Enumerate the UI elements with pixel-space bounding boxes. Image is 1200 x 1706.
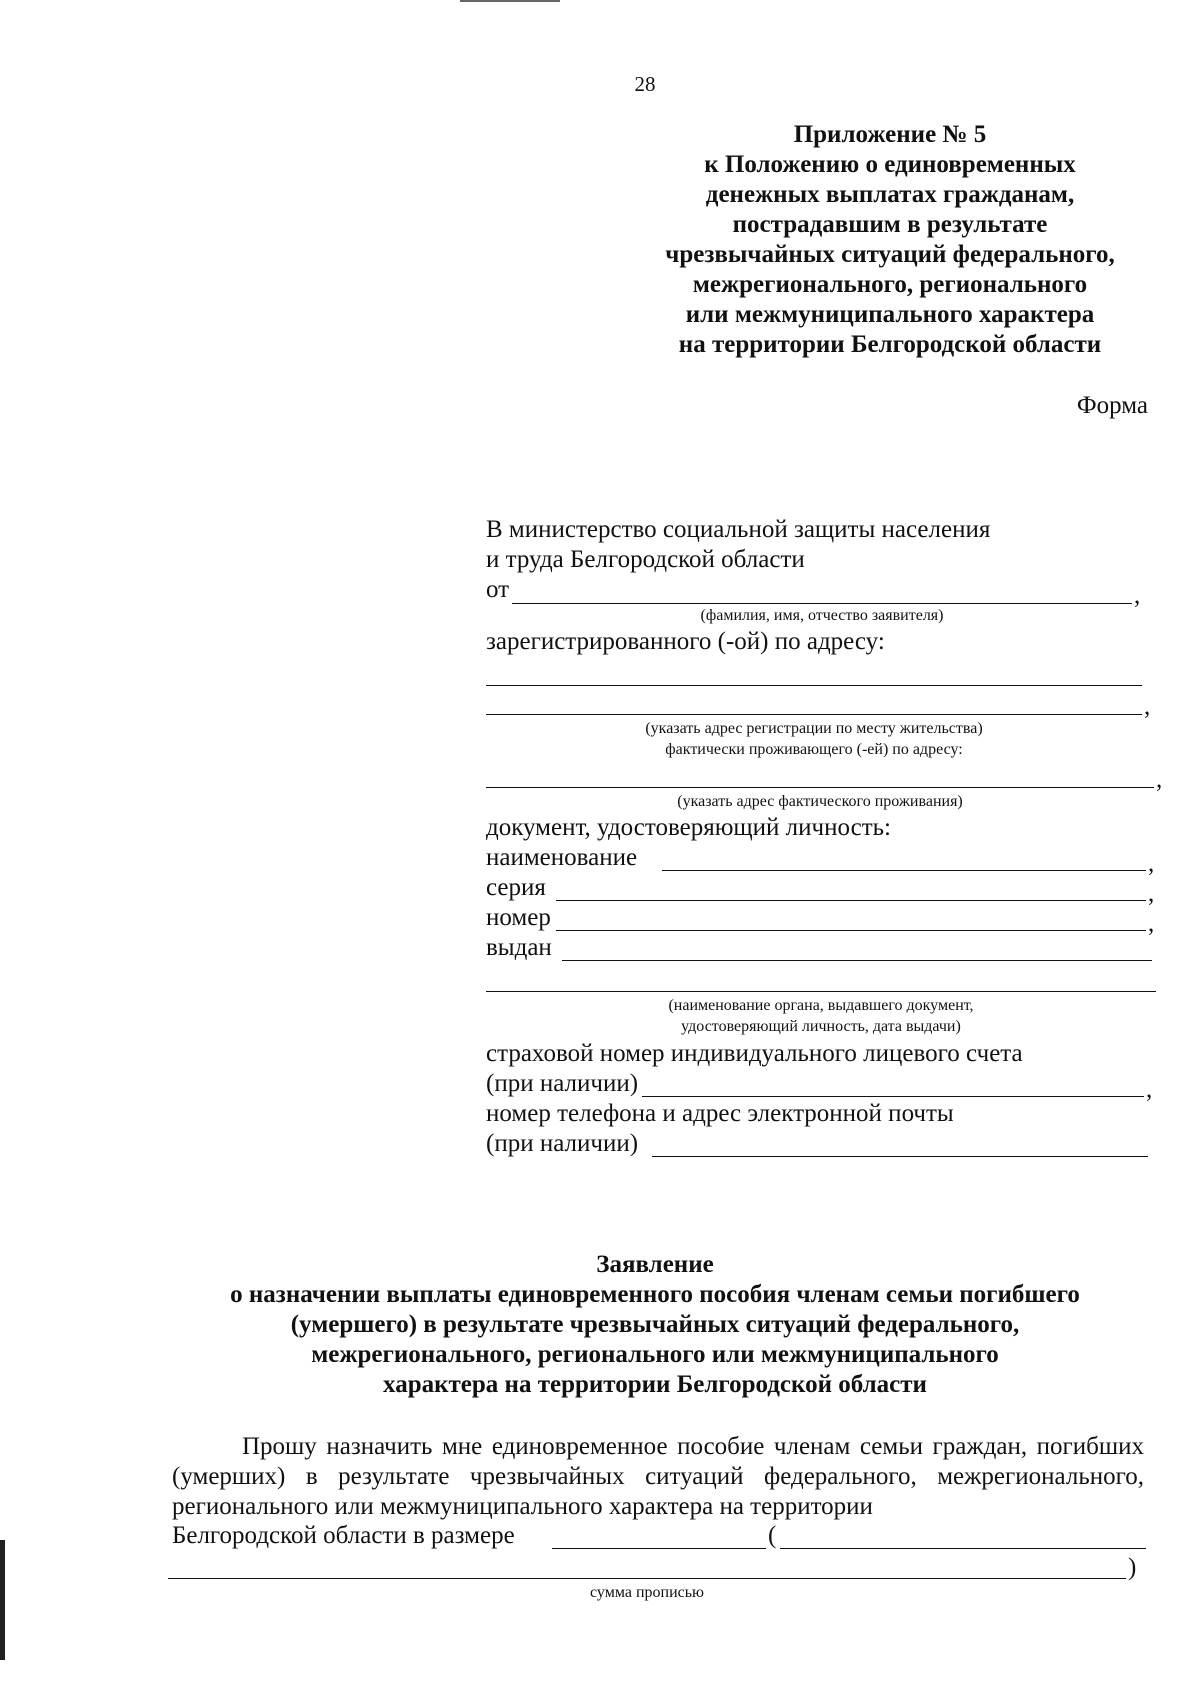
actual-address-field[interactable] <box>486 787 1154 788</box>
contact-label: номер телефона и адрес электронной почты <box>486 1100 954 1127</box>
id-document-label: документ, удостоверяющий личность: <box>486 814 891 841</box>
addressee-line-1: В министерство социальной защиты населения <box>486 516 991 543</box>
annex-line: межрегионального, регионального <box>692 271 1088 298</box>
snils-field[interactable] <box>642 1096 1144 1097</box>
registered-address-label: зарегистрированного (-ой) по адресу: <box>486 628 885 655</box>
contact-label-optional: (при наличии) <box>486 1130 639 1157</box>
comma: , <box>1134 582 1141 609</box>
statement-title-line: Заявление <box>596 1251 714 1278</box>
applicant-name-caption: (фамилия, имя, отчество заявителя) <box>700 607 944 624</box>
statement-title-line: межрегионального, регионального или межмуниципального <box>311 1341 999 1368</box>
actual-address-caption: (указать адрес фактического проживания) <box>677 793 963 810</box>
amount-words-field-2[interactable] <box>168 1578 1126 1579</box>
annex-line: пострадавшим в результате <box>732 211 1048 238</box>
registered-address-field-2[interactable] <box>486 714 1142 715</box>
comma: , <box>1144 693 1151 720</box>
doc-number-label: номер <box>486 904 551 931</box>
registered-address-field-1[interactable] <box>486 685 1142 686</box>
comma: , <box>1146 1076 1153 1103</box>
annex-line: денежных выплатах гражданам, <box>705 181 1075 208</box>
doc-issued-field-2[interactable] <box>486 991 1156 992</box>
doc-name-label: наименование <box>486 844 638 871</box>
doc-series-label: серия <box>486 874 546 901</box>
doc-issued-field-1[interactable] <box>562 960 1152 961</box>
annex-line: Приложение № 5 <box>793 121 987 148</box>
doc-issued-caption-1: (наименование органа, выдавшего документ, <box>668 997 974 1014</box>
form-label: Форма <box>1076 392 1148 419</box>
amount-digits-field[interactable] <box>552 1548 766 1549</box>
contact-field[interactable] <box>652 1156 1148 1157</box>
open-paren: ( <box>768 1522 777 1549</box>
actual-address-label: фактически проживающего (-ей) по адресу: <box>665 741 963 758</box>
registered-address-caption: (указать адрес регистрации по месту жительства) <box>645 720 983 737</box>
annex-line: или межмуниципального характера <box>685 301 1095 328</box>
statement-title-line: (умершего) в результате чрезвычайных ситуаций федерального, <box>290 1311 1020 1338</box>
close-paren: ) <box>1128 1554 1137 1581</box>
addressee-line-2: и труда Белгородской области <box>486 546 805 573</box>
annex-line: к Положению о единовременных <box>704 151 1076 178</box>
statement-body <box>172 1432 1144 1522</box>
doc-series-field[interactable] <box>556 900 1146 901</box>
statement-title-line: характера на территории Белгородской области <box>383 1371 927 1398</box>
from-label: от <box>486 576 510 603</box>
comma: , <box>1148 850 1155 877</box>
scan-edge-mark <box>0 1540 5 1660</box>
doc-number-field[interactable] <box>556 930 1146 931</box>
amount-words-caption: сумма прописью <box>590 1584 704 1601</box>
scan-artifact-line <box>460 0 560 2</box>
snils-label-optional: (при наличии) <box>486 1070 639 1097</box>
statement-body-text: Прошу назначить мне единовременное пособие членам семьи граждан, погибших (умерших) в результате чрезвычайных ситуаций федерального, межрегионального, регионального или межмуниципального характера на территории <box>172 1433 1144 1520</box>
doc-issued-caption-2: удостоверяющий личность, дата выдачи) <box>681 1018 961 1035</box>
statement-body-last-line: Белгородской области в размере <box>172 1522 515 1549</box>
annex-line: на территории Белгородской области <box>678 331 1102 358</box>
applicant-name-field[interactable] <box>512 603 1132 604</box>
page-number: 28 <box>634 72 656 96</box>
snils-label: страховой номер индивидуального лицевого счета <box>486 1040 1023 1067</box>
comma: , <box>1148 880 1155 907</box>
amount-words-field-1[interactable] <box>780 1548 1146 1549</box>
statement-title <box>155 1250 1155 1400</box>
annex-line: чрезвычайных ситуаций федерального, <box>665 241 1115 268</box>
doc-name-field[interactable] <box>662 870 1146 871</box>
annex-header <box>620 120 1160 360</box>
comma: , <box>1156 766 1163 793</box>
doc-issued-label: выдан <box>486 934 552 961</box>
comma: , <box>1148 910 1155 937</box>
statement-title-line: о назначении выплаты единовременного пособия членам семьи погибшего <box>230 1281 1080 1308</box>
